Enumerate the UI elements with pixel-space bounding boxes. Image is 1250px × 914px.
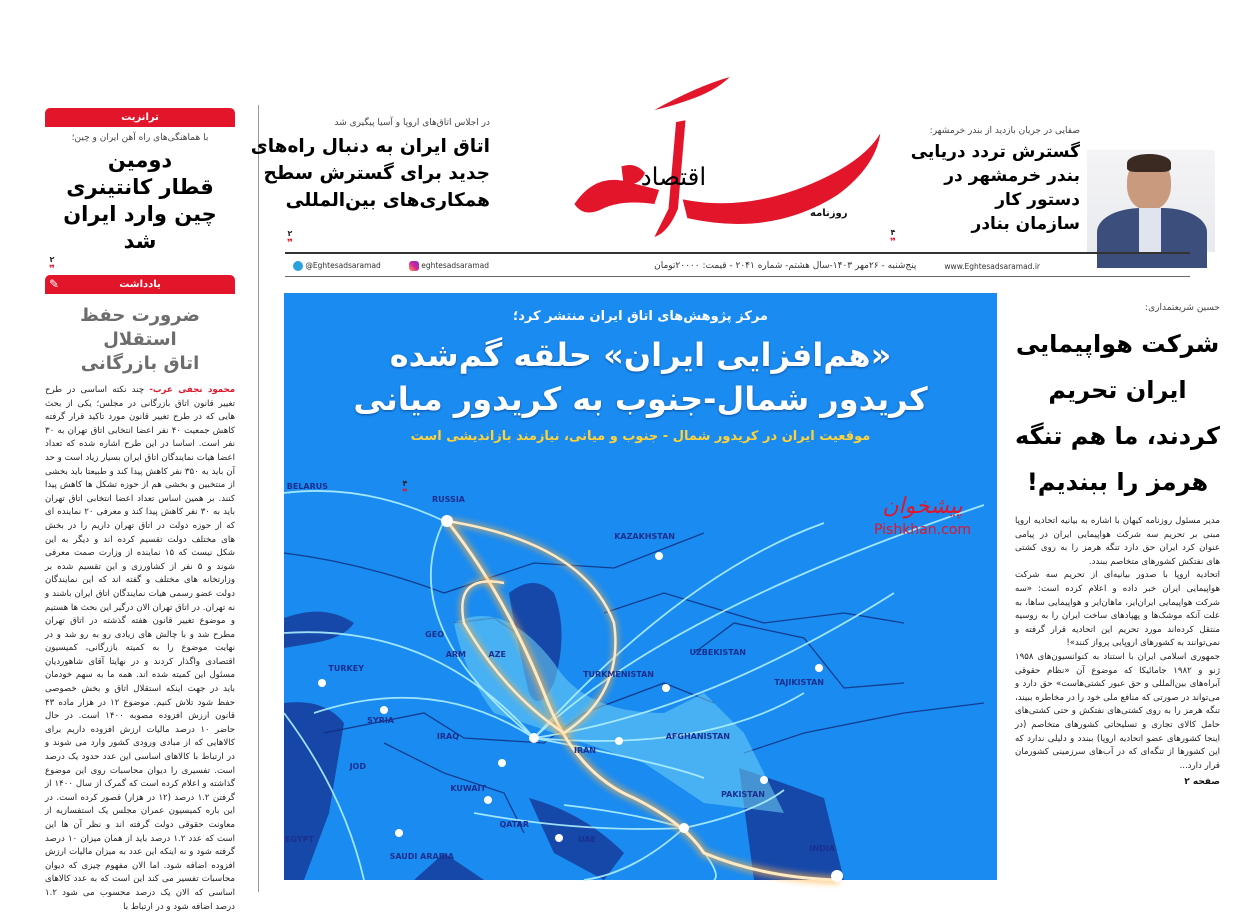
info-bar-top-rule: [285, 252, 1190, 254]
svg-text:اقتصاد: اقتصاد: [640, 162, 707, 192]
note-title: ضرورت حفظ استقلال اتاق بازرگانی: [80, 305, 200, 374]
continued-page-link[interactable]: صفحه ۲: [1184, 777, 1220, 788]
instagram-handle[interactable]: eghtesadsaramad: [409, 261, 489, 271]
newspaper-label: روزنامه: [810, 208, 848, 219]
main-subheadline: موقعیت ایران در کریدور شمال - جنوب و میانی، نیازمند بازاندیشی است: [410, 429, 871, 444]
right-headline: شرکت هواپیمایی ایران تحریم کردند، ما هم تنگه هرمز را ببندیم!: [1015, 330, 1220, 496]
transit-kicker: با هماهنگی‌های راه آهن ایران و چین؛: [71, 133, 209, 143]
top-right-story[interactable]: صفایی در جریان بازدید از بندر خرمشهر: گسترش تردد دریایی بندر خرمشهر در دستور کار سازمان بنادر: [888, 126, 1080, 236]
top-left-headline: اتاق ایران به دنبال راه‌های جدید برای گسترش سطح همکاری‌های بین‌المللی: [250, 136, 490, 211]
left-column: [45, 108, 236, 912]
map-label: TURKEY: [328, 664, 364, 673]
main-story[interactable]: [284, 293, 997, 880]
newspaper-logo: [565, 62, 885, 252]
map-label: BELARUS: [286, 482, 328, 491]
note-body: محمود نجفی عرب- چند نکته اساسی در طرح تغییر قانون اتاق بازرگانی در مجلس؛ یکی از بحث هایی که در طرح تغییر قانون مورد تاکید قرار گرفته کاهش جمعیت ۴۰ نفر اعضا انتخابی اتاق تهران به ۳۰ نفر است. اساسا در این طرح اشاره شده که تعداد اعضا هیات نمایندگان اتاق ایران بسیار زیاد است و حد آن باید به ۳۵۰ نفر کاهش پیدا کند و طبیعتا باید بخشی از منتخبین و بخشی هم از حوزه تشکل ها کاهش پیدا کنند. بر همین اساس تعداد اعضا انتخابی اتاق تهران باید به ۳۰ نفر کاهش پیدا کند و معرفی ۲۰ نماینده ای که از حوزه دولت در اتاق تهران داریم را در بخش های مختلف دولت تقسیم کرده اند و دیگر به این شکل نیست که ۱۵ نماینده از وزارت صمت معرفی شوند و ۵ نفر از کشاورزی و این تقسیم شده بر وزارتخانه های مختلف و گفته اند که این نمایندگان دولت عضو رسمی هیات نمایندگان اتاق ایران باشند و نه تهران. در اتاق تهران الان درگیر این بحث ها هستیم و موضوع تغییر قانون هفته گذشته در اتاق تهران مطرح شد و با چالش های زیادی رو به رو شد و در نهایت موضوع را به کمیته بازرگانی، کمیسیون اقتصادی واگذار کردند و در نهایتا آقای شاهوردیان مسئول این کمیته شده اند. همه ما به سهم خودمان باید در جهت اینکه استقلال اتاق و بخش خصوصی حفظ شود تلاش کنیم. موضوع ۱۲ در هزار ماده ۴۳ قانون ارزش افزوده مصوبه ۱۴۰۰ است. در حال حاضر ۱۰ درصد مالیات ارزش افزوده داریم برای کالاهایی که از مبادی ورودی کشور وارد می شوند و در ارتباط با کالاهای اساسی این عدد حدود یک درصد است. تفسیری را دیوان محاسبات روی این موضوع گذاشته و اعلام کرده است که گمرک از سال ۱۴۰۰ از گرفتن ۱.۲ درصد (۱۲ در هزار) قصور کرده است. در این باره کمیسیون عمران مجلس یک استفساریه از معاونت حقوقی دولت گرفته اند و نظر آن ها این است که عدد ۱.۲ درصد باید از همان میزان ۱۰ درصد گرفته شود و نه اینکه این عدد به میزان مالیات ارزش افزوده اضافه شود. اما الان مفهوم چیزی که دیوان محاسبات تفسیر می کند این است که به عدد کالاهای اساسی که الان یک درصد محسوب می شود ۱.۲ درصد اضافه شود و در ارتباط با: [45, 385, 236, 912]
section-label-transit: ترانزیت: [45, 108, 235, 127]
map-label: QATAR: [499, 820, 529, 829]
map-label: AZE: [488, 650, 506, 659]
column-divider: [258, 105, 259, 892]
iran-highlight: [454, 616, 784, 813]
map-label: UAE: [578, 835, 596, 844]
borders: [284, 533, 984, 833]
map-label: IRAQ: [436, 732, 459, 741]
map-label: SYRIA: [367, 716, 394, 725]
telegram-icon: [293, 261, 303, 271]
main-title-block: [284, 307, 997, 447]
map-label: IRAN: [573, 746, 596, 755]
map-label: AFGHANISTAN: [665, 732, 730, 741]
map-label: UZBEKISTAN: [689, 648, 746, 657]
top-left-story[interactable]: در اجلاس اتاق‌های اروپا و آسیا پیگیری شد اتاق ایران به دنبال راه‌های جدید برای گسترش سطح همکاری‌های بین‌المللی: [285, 118, 560, 214]
right-story-body: مدیر مسئول روزنامه کیهان با اشاره به بیانیه اتحادیه اروپا مبنی بر تحریم سه شرکت هواپیمایی ایران در پیامی عنوان کرد ایران حق دارد تنگه هرمز را به روی کشتی های نفتکش کشورهای متخاصم ببندد. اتحادیه اروپا با صدور بیانیه‌ای از تحریم سه شرکت هواپیمایی ایران خبر داده و اعلام کرده است: «سه شرکت هواپیمایی ایران‌ایر، ماهان‌ایر و هواپیمایی ساها، به علت آنکه موشک‌ها و پهپادهای ساخت ایران را به روسیه منتقل کرده‌اند مورد تحریم این اتحادیه قرار گرفته و نمی‌توانند به کشورهای اروپایی پرواز کنند»! جمهوری اسلامی ایران با استناد به کنوانسیون‌های ۱۹۵۸ ژنو و ۱۹۸۲ جامائیکا که موضوع آن «نظام حقوقی آبراه‌های بین‌المللی و حق عبور کشتی‌هاست» حق دارد و می‌تواند در صورتی که منافع ملی خود را در مخاطره ببیند، تنگه هرمز را به روی کشتی‌های نفتکش و حتی کشتی‌های حامل کالای تجاری و تسلیحاتی کشورهای متخاصم (در اینجا کشورهای عضو اتحادیه اروپا) ببندد و دلیلی ندارد که این کشورها از تنگه‌ای که در آب‌های سرزمینی کشورمان قرار دارد...: [1015, 516, 1220, 771]
page-ref[interactable]: ۴ ❞: [402, 479, 408, 499]
page-ref[interactable]: ۲ ❞: [49, 255, 55, 275]
map-label: EGYPT: [285, 835, 314, 844]
transit-footer: [45, 255, 235, 275]
pencil-icon: ✎: [49, 277, 60, 291]
logo-calligraphy: [565, 62, 885, 252]
telegram-handle[interactable]: @Eghtesadsaramad: [293, 261, 381, 271]
main-headline: «هم‌افزایی ایران» حلقه گم‌شده کریدور شمال-جنوب به کریدور میانی: [353, 336, 928, 418]
map-label: TURKMENISTAN: [583, 670, 654, 679]
map-label: ARM: [445, 650, 466, 659]
map-label: KUWAIT: [450, 784, 486, 793]
author-name: محمود نجفی عرب-: [149, 385, 236, 395]
map-label: INDIA: [809, 844, 835, 853]
map-label: GEO: [425, 630, 444, 639]
website-link[interactable]: www.Eghtesadsaramad.ir: [944, 261, 1040, 271]
instagram-icon: [409, 261, 419, 271]
page-ref[interactable]: ۲ ❞: [287, 229, 293, 249]
map-label: JOD: [349, 762, 366, 771]
map-label: RUSSIA: [432, 495, 465, 504]
top-right-headline: گسترش تردد دریایی بندر خرمشهر در دستور کار سازمان بنادر: [910, 142, 1080, 234]
map-label: PAKISTAN: [721, 790, 765, 799]
transit-headline: دومین قطار کانتینری چین وارد ایران شد: [63, 148, 217, 253]
info-bar: [285, 256, 1190, 276]
map-label: KAZAKHSTAN: [614, 532, 675, 541]
right-story[interactable]: حسین شریعتمداری: شرکت هواپیمایی ایران تحریم کردند، ما هم تنگه هرمز را ببندیم! مدیر مسئول روزنامه کیهان با اشاره به بیانیه اتحادیه اروپا مبنی بر تحریم سه شرکت هواپیمایی ایران در پیامی عنوان کرد ایران حق دارد تنگه هرمز را به روی کشتی های نفتکش کشورهای متخاصم ببندد. اتحادیه اروپا با صدور بیانیه‌ای از تحریم سه شرکت هواپیمایی ایران خبر داده و اعلام کرده است: «سه شرکت هواپیمایی ایران‌ایر، ماهان‌ایر و هواپیمایی ساها، به علت آنکه موشک‌ها و پهپادهای ساخت ایران را به روسیه منتقل کرده‌اند مورد تحریم این اتحادیه قرار گرفته و نمی‌توانند به کشورهای اروپایی پرواز کنند»! جمهوری اسلامی ایران با استناد به کنوانسیون‌های ۱۹۵۸ ژنو و ۱۹۸۲ جامائیکا که موضوع آن «نظام حقوقی آبراه‌های بین‌المللی و حق عبور کشتی‌هاست» حق دارد و می‌تواند در صورتی که منافع ملی خود را در مخاطره ببیند، تنگه هرمز را به روی کشتی‌های نفتکش و حتی کشتی‌های حامل کالای تجاری و تسلیحاتی کشورهای متخاصم (در اینجا کشورهای عضو اتحادیه اروپا) ببندد و دلیلی ندارد که این کشورها از تنگه‌ای که در آب‌های سرزمینی کشورمان قرار دارد... صفحه ۲: [1015, 303, 1220, 788]
pishkhan-watermark: پیشخوان Pishkhan.com: [874, 494, 971, 538]
official-photo: [1087, 150, 1215, 252]
page-ref[interactable]: ۴ ❞: [890, 228, 896, 248]
issue-date-line: پنج‌شنبه - ۲۶مهر ۱۴۰۳-سال هشتم- شماره ۲۰۴۱ - قیمت: ۲۰۰۰۰تومان: [654, 261, 917, 271]
main-kicker: مرکز پژوهش‌های اتاق ایران منتشر کرد؛: [513, 309, 768, 324]
info-bar-bottom-rule: [285, 276, 1190, 277]
map-label: SAUDI ARABIA: [389, 852, 454, 861]
map-label: TAJIKISTAN: [774, 678, 824, 687]
section-label-note: یادداشت ✎: [45, 275, 235, 294]
